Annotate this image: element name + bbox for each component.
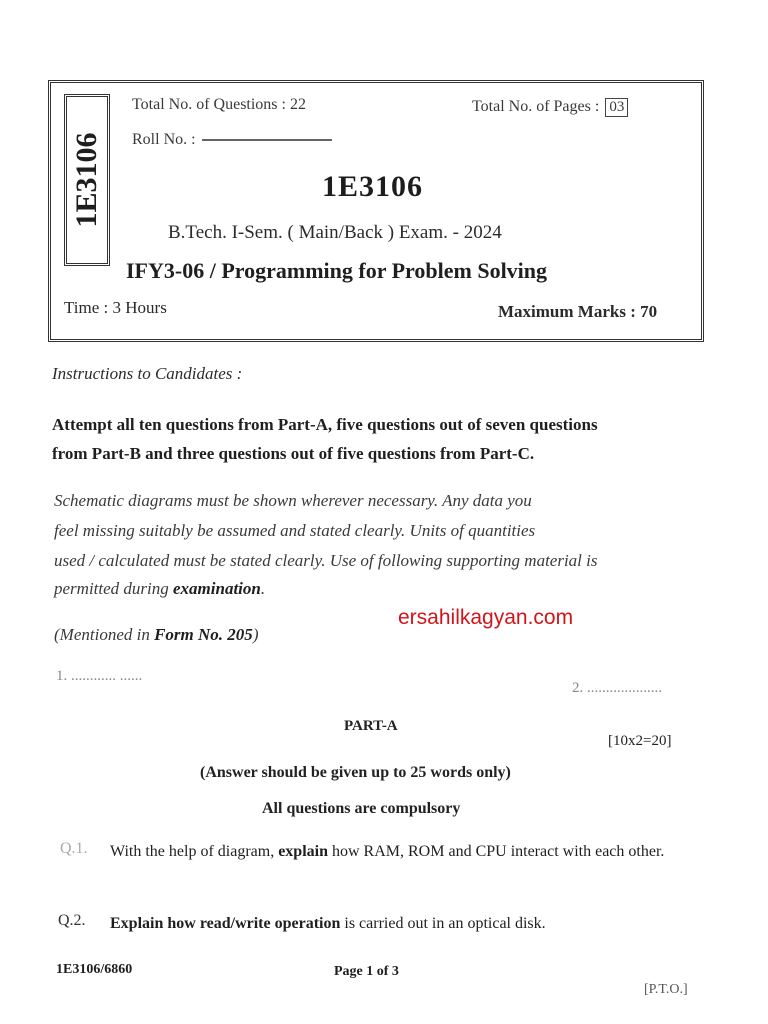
question-text: [110, 912, 710, 936]
italic-line-4-b: examination: [173, 579, 261, 598]
q1-text-c: how RAM, ROM and CPU interact with each other.: [328, 843, 665, 860]
paper-code: 1E3106: [322, 170, 424, 203]
mentioned-b: Form No. 205: [154, 625, 253, 644]
part-a-title: PART-A: [344, 718, 398, 734]
q2-text-c: is carried out in an optical disk.: [340, 915, 546, 932]
part-a-marks: [10x2=20]: [608, 733, 672, 749]
pto-marker: [P.T.O.]: [644, 982, 688, 997]
mentioned-a: (Mentioned in: [54, 625, 155, 644]
q1-text-b: explain: [278, 843, 328, 860]
exam-time: Time : 3 Hours: [64, 298, 167, 317]
attempt-line-1: Attempt all ten questions from Part-A, five questions out of seven questions: [52, 415, 598, 434]
maximum-marks: Maximum Marks : 70: [498, 302, 658, 321]
question-number: Q.2.: [58, 912, 86, 929]
watermark: ersahilkagyan.com: [398, 606, 574, 629]
attempt-line-2: from Part-B and three questions out of five questions from Part-C.: [52, 444, 535, 463]
instructions-italic-line-2: feel missing suitably be assumed and stated clearly. Units of quantities: [54, 521, 536, 540]
total-pages-label: Total No. of Pages :: [472, 98, 600, 115]
roll-no: [132, 131, 332, 149]
roll-no-label: Roll No. :: [132, 131, 196, 148]
footer-code: 1E3106/6860: [56, 962, 133, 977]
question-text: [110, 840, 710, 864]
exam-line: B.Tech. I-Sem. ( Main/Back ) Exam. - 2024: [168, 222, 502, 243]
instructions-italic-line-3: used / calculated must be stated clearly. Use of following supporting material is: [54, 551, 598, 570]
italic-line-4-a: permitted during: [54, 579, 173, 598]
blank-field-1: 1. ............ ......: [56, 668, 143, 684]
instructions-heading: Instructions to Candidates :: [52, 364, 243, 383]
question-number: Q.1.: [60, 840, 88, 857]
part-a-compulsory: All questions are compulsory: [262, 800, 461, 817]
roll-no-line: [202, 139, 332, 141]
total-pages-value: 03: [605, 98, 628, 117]
part-a-note: (Answer should be given up to 25 words only): [200, 764, 511, 781]
subject-title: IFY3-06 / Programming for Problem Solving: [126, 258, 548, 283]
paper-code-stamp-text: 1E3106: [70, 132, 103, 228]
total-pages: [472, 98, 628, 117]
q2-text-a: Explain how read/write operation: [110, 915, 341, 932]
page-number: Page 1 of 3: [334, 964, 399, 979]
italic-line-4-c: .: [260, 579, 266, 598]
mentioned-form: [54, 620, 258, 650]
instructions-italic-line-4: [54, 574, 265, 604]
paper-code-stamp: [64, 94, 110, 266]
total-questions: Total No. of Questions : 22: [132, 96, 306, 113]
q1-text-a: With the help of diagram,: [110, 843, 279, 860]
blank-field-2: 2. ....................: [572, 680, 662, 696]
mentioned-c: ): [252, 625, 259, 644]
instructions-italic-line-1: Schematic diagrams must be shown wherever necessary. Any data you: [54, 491, 532, 510]
